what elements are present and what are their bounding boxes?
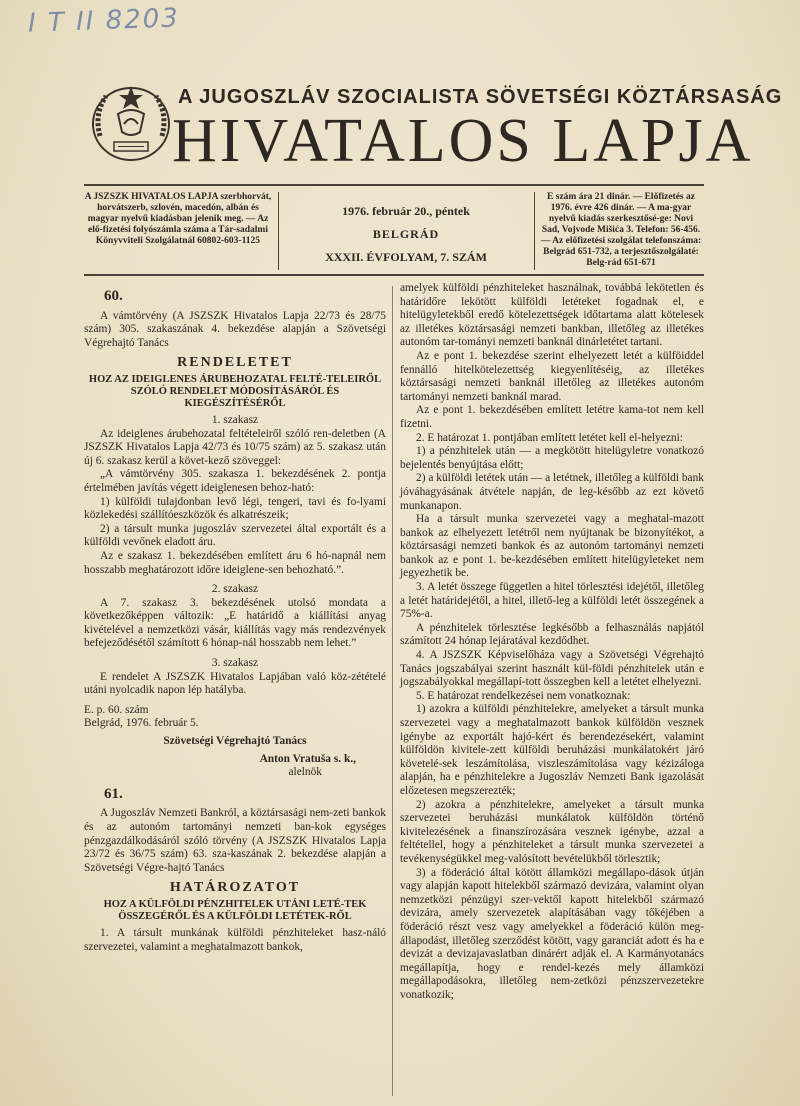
header-bottom-rule	[84, 274, 704, 276]
section-heading: 2. szakasz	[211, 583, 259, 596]
place-and-date: Belgrád, 1976. február 5.	[84, 717, 199, 730]
decree-title: RENDELETET	[177, 355, 293, 371]
paragraph: A 7. szakasz 3. bekezdésének utolsó mondata a következőképpen változik: „E határidő a kiállítási anyag kivételével a nemzetközi vásár, kiállítás vagy más rendezvények befejeződésétől számított 6 hónap-nál hosszabb nem lehet.”	[84, 596, 386, 650]
paragraph: amelyek külföldi pénzhiteleket használnak, továbbá lekötetlen és határidőre lekötött külföldi letéteket fogadnak el, e hitelügyletekből eredő kötelezettségek időtartama alatt kötelesek az illetékes köztársasági nemzeti bankban, illetőleg az illetékes autonóm tar-tományi nemzeti banknál dinárletétet tartani.	[400, 282, 704, 349]
decision-title: HATÁROZATOT	[169, 880, 301, 896]
paragraph: 5. E határozat rendelkezései nem vonatkoznak:	[416, 689, 631, 702]
paragraph: E rendelet A JSZSZK Hivatalos Lapjában való köz-zétételé utáni nyolcadik napon lép hatályba.	[84, 670, 386, 697]
decision-subtitle: HOZ A KÜLFÖLDI PÉNZHITELEK UTÁNI LETÉ-TEK ÖSSZEGÉRŐL ÉS A KÜLFÖLDI LETÉTEK-RŐL	[103, 898, 367, 922]
paragraph: 3) a föderáció által kötött államközi megállapo-dások útján vagy alapján kapott hitelekből származó devizára, valamint olyan nemzetközi pénzügyi szer-vektől kapott hitelekből származó devizára, amely szervezetek alapításában vagy tőkéjében a föderáció részt vesz vagy amelyekkel a föderáció külön meg-állapodást, illetőleg szerződést kötött, vagy garanciát adott és ha e devizát a devizajavaslatban dinárért adják el. A Karmányotanács megállapítja, hogy e rendel-kezés mely államközi megállapodásokra, illetőleg nem-zetközi pénzszervezetekre vonatkozik;	[400, 866, 704, 1001]
paragraph: Az e pont 1. bekezdésében említett letétre kama-tot nem kell fizetni.	[400, 404, 704, 430]
header-top-rule	[84, 184, 704, 186]
publication-title: HIVATALOS LAPJA	[172, 107, 754, 175]
paragraph: 2) a külföldi letétek után — a letétnek, illetőleg a külföldi bank jóváhagyásának átvétele napján, de leg-később az ezt követő munkanapon.	[400, 472, 704, 512]
issue-city: BELGRÁD	[372, 227, 440, 241]
header-separator	[278, 192, 279, 270]
paragraph: Ha a társult munka szervezetei vagy a meghatal-mazott bankok az elhelyezett letétről nem nyújtanak be bizonyítékot, a köztársasági nemzeti bankok és az autonóm tartományi nemzeti bankok az e pont 1. be-kezdésében említett hitelügyleteket nem jegyezhetik be.	[400, 513, 704, 580]
subscription-info: A JSZSZK HIVATALOS LAPJA szerbhorvát, horvátszerb, szlovén, macedón, albán és magyar nyelvű kiadásban jelenik meg. — Az elő-fizetési folyószámla száma a Tár-sadalmi Könyvviteli Szolgálatnál 60802-603-1125	[84, 192, 272, 246]
paragraph: 1) a pénzhitelek után — a megkötött hitelügyletre vonatkozó bejelentés benyújtása előtt;	[400, 445, 704, 471]
column-separator	[392, 286, 393, 1096]
paragraph: 2. E határozat 1. pontjában említett letétet kell el-helyezni:	[416, 431, 683, 444]
header-separator	[534, 192, 535, 270]
paragraph: 1. A társult munkának külföldi pénzhiteleket hasz-náló szervezetei, valamint a meghatalmazott bankok,	[84, 926, 386, 953]
paragraph: 3. A letét összege független a hitel törlesztési idejétől, illetőleg a letét határidejétől, a hitel, illető-leg a külföldi letét összegének a 75%-a.	[400, 581, 704, 621]
paragraph: 4. A JSZSZK Képviselőháza vagy a Szövetségi Végrehajtó Tanács jogszabályai szerint használt kül-földi pénzhitelek után e jogszabályokkal megállapí-tott összegben kell a letétet elhelyezni.	[400, 649, 704, 689]
signatory-title: alelnök	[288, 766, 322, 779]
paragraph: 1) azokra a külföldi pénzhitelekre, amelyeket a társult munka szervezetei vagy a meghatalmazott bankok külföldön vesznek igénybe az exportált hajó-kért és berendezésekért, valamint külföldön kivitele-zett külföldi beruházási munkálatokért járó követelé-sek leszámítolása, viszleszámítolása vagy kézizáloga alapján, ha e pénzhitelekre a Jugoszláv Nemzeti Bank igazolását előzetesen megszerezték;	[400, 703, 704, 797]
section-heading: 3. szakasz	[211, 657, 259, 670]
state-name: A JUGOSZLÁV SZOCIALISTA SÖVETSÉGI KÖZTÁRSASÁG	[178, 86, 783, 108]
paragraph: A Jugoszláv Nemzeti Bankról, a köztársasági nem-zeti bankok és az autonóm tartományi nemzeti ban-kok egységes pénzgazdálkodásáról szóló törvény (A JSZSZK Hivatalos Lapja 23/72 és 36/75 szám) 63. sza-kaszának 2. bekezdése alapján a Szövetségi Végre-hajtó Tanács	[84, 807, 386, 874]
signatory-body: Szövetségi Végrehajtó Tanács	[163, 735, 307, 748]
paragraph: 2) a társult munka jugoszláv szervezetei által exportált és a külföldi vevőnek eladott áru.	[84, 522, 386, 549]
section-heading: 1. szakasz	[211, 413, 259, 426]
signatory-name: Anton Vratuša s. k.,	[259, 752, 356, 765]
coat-of-arms-emblem	[88, 78, 174, 164]
issue-date: 1976. február 20., péntek	[342, 204, 470, 218]
handwritten-note: I T II 8203	[27, 3, 181, 39]
issue-info	[282, 192, 530, 274]
right-column	[400, 282, 704, 1002]
reference-number: E. p. 60. szám	[84, 703, 149, 716]
item-number: 60.	[104, 288, 123, 304]
price-info: E szám ára 21 dinár. — Előfizetés az 1976. évre 426 dinár. — A ma-gyar nyelvű kiadás szerkesztősé-ge: Novi Sad, Vojvode Mišića 3. Telefon: 56-456. — Az előfizetési szolgálat telefonszáma: Belgrád 651-732, a terjesztőszolgálaté: Belg-rád 651-671	[540, 192, 702, 268]
paragraph: „A vámtörvény 305. szakasza 1. bekezdésének 2. pontja értelmében javítás végett ideiglenesen behoz-ható:	[84, 468, 386, 494]
paragraph: Az ideiglenes árubehozatal feltételeiről szóló ren-deletben (A JSZSZK Hivatalos Lapja 42/73 és 10/75 szám) az 5. szakasz után új 6. szakasz kerül a követ-kező szöveggel:	[84, 427, 386, 467]
paragraph: A pénzhitelek törlesztése legkésőbb a felhasználás napjától számított 24 hónap lejáratával kezdődhet.	[400, 621, 704, 648]
item-number: 61.	[104, 785, 123, 802]
issue-volume: XXXII. ÉVFOLYAM, 7. SZÁM	[325, 250, 487, 264]
paragraph: Az e pont 1. bekezdése szerint elhelyezett letét a külföiddel fennálló hitelkötelezettség kiegyenlítéséig, az illetékes köztársasági nemzeti banknál illetőleg az illetékes autonóm tartományi nemzeti banknál marad.	[400, 349, 704, 403]
paragraph: A vámtörvény (A JSZSZK Hivatalos Lapja 22/73 és 28/75 szám) 305. szakaszának 4. bekezdése alapján a Szövetségi Végrehajtó Tanács	[84, 309, 386, 349]
paragraph: 1) külföldi tulajdonban levő légi, tengeri, tavi és fo-lyami közlekedési szállítóeszközök és alkatrészeik;	[84, 495, 386, 522]
paragraph: 2) azokra a pénzhitelekre, amelyeket a társult munka szervezetei beruházási munkálatok külföldön történő kivitelezésének a finanszírozására vesznek igénybe, azzal a feltétellel, hogy a pénzhiteleket a társult munka szervezetei a tevékenységükkel meg-valósított bevételükből törlesztik;	[400, 798, 704, 865]
left-column	[84, 282, 386, 954]
decree-subtitle: HOZ AZ IDEIGLENES ÁRUBEHOZATAL FELTÉ-TELEIRŐL SZÓLÓ RENDELET MÓDOSÍTÁSÁRÓL ÉS KIEGÉSZÍTÉSÉRŐL	[88, 373, 382, 409]
paragraph: Az e szakasz 1. bekezdésében említett áru 6 hó-napnál nem hosszabb meghatározott időre ideiglene-sen behozható.”.	[84, 549, 386, 576]
